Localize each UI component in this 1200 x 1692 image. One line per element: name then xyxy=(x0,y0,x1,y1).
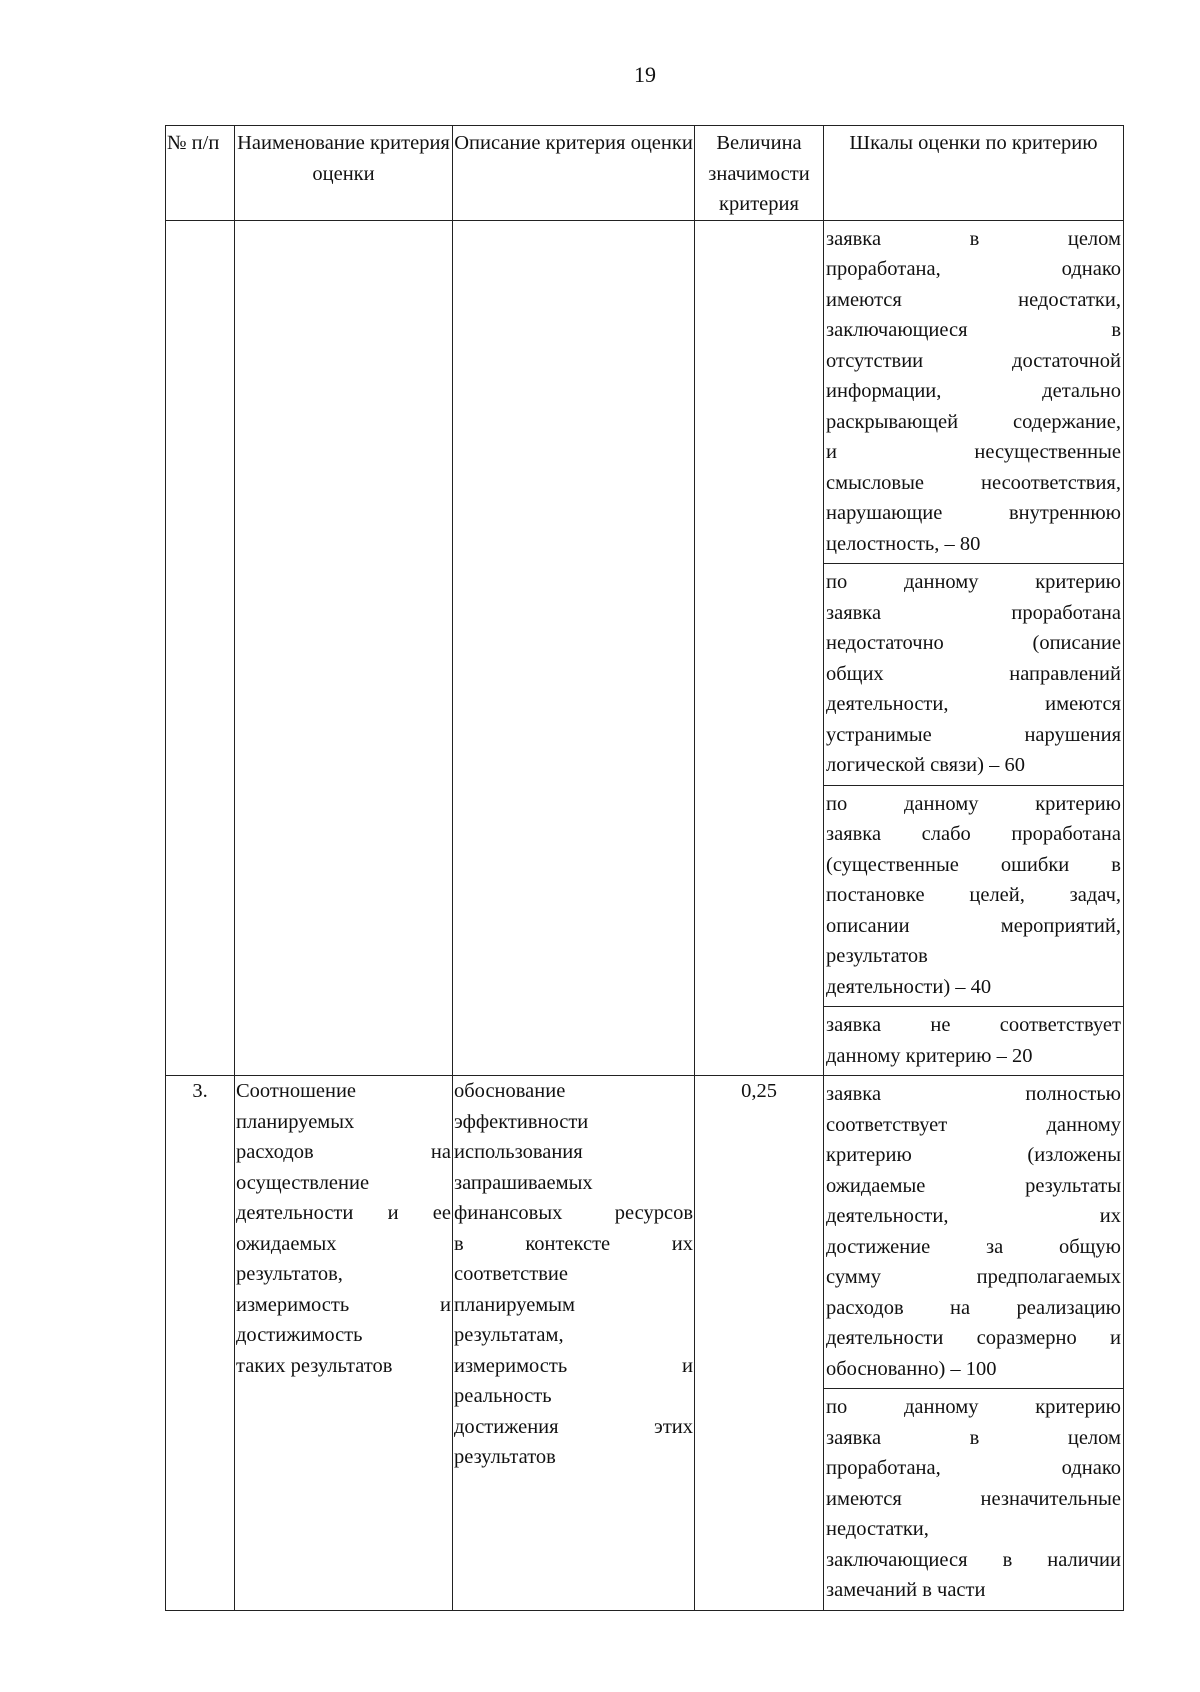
text-line: деятельности) – 40 xyxy=(826,975,992,998)
text-line: сумму предполагаемых xyxy=(826,1266,1121,1288)
row1-name xyxy=(235,220,453,1076)
text-line: Соотношение xyxy=(236,1080,357,1102)
scale-item xyxy=(824,1389,1123,1610)
criteria-table xyxy=(165,125,1124,1611)
text-line: раскрывающей содержание, xyxy=(826,410,1121,433)
text-line: критерию (изложены xyxy=(826,1144,1121,1166)
text-line: соответствие xyxy=(454,1263,568,1285)
text-line: измеримость и xyxy=(454,1354,693,1377)
text-line: по данному критерию xyxy=(826,792,1121,815)
text-line: заявка в целом xyxy=(826,1426,1121,1449)
text-line: заявка не соответствует xyxy=(826,1014,1121,1036)
text-line: запрашиваемых xyxy=(454,1171,593,1194)
text-line: логической связи) – 60 xyxy=(826,754,1025,776)
text-line: описании мероприятий, xyxy=(826,914,1121,937)
text-line: эффективности xyxy=(454,1110,589,1133)
text-line: деятельности, их xyxy=(826,1205,1121,1227)
text-line: соответствует данному xyxy=(826,1113,1121,1136)
text-line: достижение за общую xyxy=(826,1235,1121,1258)
header-num: № п/п xyxy=(166,126,235,221)
scale-item xyxy=(824,564,1123,786)
text-line: проработана, однако xyxy=(826,1457,1121,1479)
text-line: результатов xyxy=(826,945,928,967)
text-line: (существенные ошибки в xyxy=(826,853,1121,876)
text-line: по данному критерию xyxy=(826,1396,1121,1418)
text-line: деятельности, имеются xyxy=(826,693,1121,715)
text-line: ожидаемые результаты xyxy=(826,1174,1121,1197)
row1-num xyxy=(166,220,235,1076)
text-line: результатов, xyxy=(236,1263,343,1285)
text-line: смысловые несоответствия, xyxy=(826,471,1121,494)
row2-scales xyxy=(824,1076,1124,1611)
text-line: в контексте их xyxy=(454,1232,693,1255)
text-line: деятельности соразмерно и xyxy=(826,1327,1121,1349)
row1-weight xyxy=(695,220,824,1076)
text-line: недостатки, xyxy=(826,1518,929,1540)
text-line: результатов xyxy=(454,1446,556,1468)
page-number: 19 xyxy=(634,62,656,87)
text-line: целостность, – 80 xyxy=(826,532,981,555)
row2-name xyxy=(235,1076,453,1611)
header-weight: Величина значимости критерия xyxy=(695,126,824,221)
text-line: заявка слабо проработана xyxy=(826,823,1121,845)
row2-weight: 0,25 xyxy=(695,1076,824,1611)
scale-item xyxy=(824,1076,1123,1389)
text-line: заявка проработана xyxy=(826,601,1121,624)
row2-num: 3. xyxy=(166,1076,235,1611)
text-line: планируемым xyxy=(454,1293,576,1316)
text-line: отсутствии достаточной xyxy=(826,349,1121,372)
text-line: финансовых ресурсов xyxy=(454,1202,693,1224)
text-line: ожидаемых xyxy=(236,1232,337,1255)
text-line: реальность xyxy=(454,1385,552,1407)
text-line: осуществление xyxy=(236,1171,370,1194)
table-header-row xyxy=(166,126,1124,221)
text-line: заключающиеся в наличии xyxy=(826,1548,1121,1571)
text-line: деятельности и ее xyxy=(236,1202,451,1224)
text-line: заявка в целом xyxy=(826,227,1121,250)
text-line: результатам, xyxy=(454,1324,564,1346)
text-line: по данному критерию xyxy=(826,571,1121,593)
text-line: устранимые нарушения xyxy=(826,723,1121,746)
scale-item xyxy=(824,786,1123,1008)
text-line: обоснование xyxy=(454,1080,566,1102)
header-name: Наименование критерия оценки xyxy=(235,126,453,221)
text-line: и несущественные xyxy=(826,441,1121,463)
text-line: планируемых xyxy=(236,1110,355,1133)
text-line: расходов на реализацию xyxy=(826,1296,1121,1319)
row2-description xyxy=(453,1076,695,1611)
table-row xyxy=(166,1076,1124,1611)
text-line: заключающиеся в xyxy=(826,319,1121,341)
text-line: информации, детально xyxy=(826,380,1121,402)
text-line: постановке целей, задач, xyxy=(826,884,1121,906)
text-line: достижения этих xyxy=(454,1415,693,1438)
row1-description xyxy=(453,220,695,1076)
header-scale: Шкалы оценки по критерию xyxy=(824,126,1124,221)
text-line: заявка полностью xyxy=(826,1083,1121,1105)
text-line: расходов на xyxy=(236,1141,451,1163)
scale-item xyxy=(824,1007,1123,1075)
text-line: имеются недостатки, xyxy=(826,288,1121,311)
text-line: использования xyxy=(454,1141,583,1163)
text-line: нарушающие внутреннюю xyxy=(826,502,1121,524)
text-line: недостаточно (описание xyxy=(826,632,1121,654)
text-line: данному критерию – 20 xyxy=(826,1044,1033,1067)
scale-item xyxy=(824,221,1123,565)
text-line: имеются незначительные xyxy=(826,1487,1121,1510)
text-line: таких результатов xyxy=(236,1354,393,1377)
text-line: общих направлений xyxy=(826,662,1121,685)
header-description: Описание критерия оценки xyxy=(453,126,695,221)
text-line: замечаний в части xyxy=(826,1579,986,1601)
text-line: измеримость и xyxy=(236,1293,451,1316)
text-line: обоснованно) – 100 xyxy=(826,1357,997,1380)
table-row xyxy=(166,220,1124,1076)
text-line: проработана, однако xyxy=(826,258,1121,280)
text-line: достижимость xyxy=(236,1324,363,1346)
row1-scales xyxy=(824,220,1124,1076)
